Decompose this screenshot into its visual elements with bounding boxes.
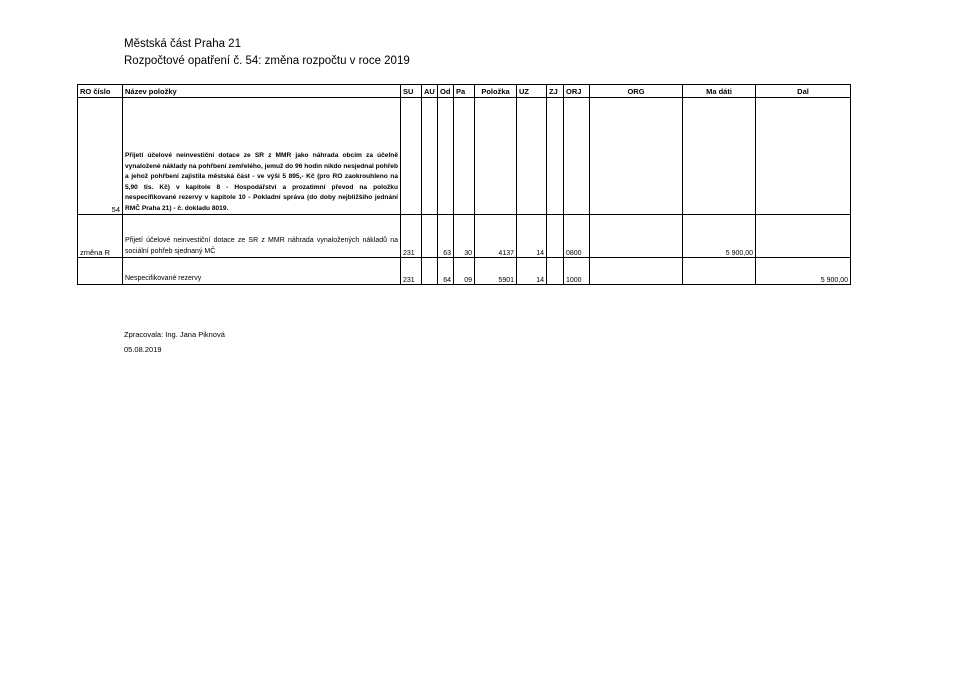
cell-od: 63 bbox=[438, 215, 454, 258]
col-header-ro: RO číslo bbox=[78, 85, 123, 98]
cell-polozka bbox=[475, 98, 517, 215]
col-header-orj: ORJ bbox=[564, 85, 590, 98]
cell-org bbox=[590, 215, 683, 258]
cell-dal bbox=[756, 215, 851, 258]
table-row bbox=[78, 98, 851, 215]
cell-ma-dati bbox=[683, 98, 756, 215]
table-row bbox=[78, 258, 851, 285]
cell-od bbox=[438, 98, 454, 215]
cell-orj bbox=[564, 98, 590, 215]
cell-ro bbox=[78, 258, 123, 285]
table-header-row bbox=[78, 85, 851, 98]
cell-dal: 5 900,00 bbox=[756, 258, 851, 285]
cell-uz bbox=[517, 98, 547, 215]
municipality-title: Městská část Praha 21 bbox=[124, 38, 241, 50]
cell-name: Přijetí účelové neinvestiční dotace ze SR z MMR jako náhrada obcím za účelně vynaložené náklady na pohřbení zemřelého, jemuž do 96 hodin nikdo nesjednal pohřeb a jehož pohřbení zajistila městská část - ve výši 5 895,- Kč (pro RO zaokrouhleno na 5,90 tis. Kč) v kapitole 8 - Hospodářství a prozatimní převod na položku nespecifikované rezervy v kapitole 10 - Pokladní správa (do doby nejbližšího jednání RMČ Praha 21) - č. dokladu 8019. bbox=[123, 98, 401, 215]
col-header-au: AU bbox=[422, 85, 438, 98]
table-row bbox=[78, 215, 851, 258]
cell-ro: 54 bbox=[78, 98, 123, 215]
cell-su: 231 bbox=[401, 258, 422, 285]
cell-org bbox=[590, 98, 683, 215]
cell-org bbox=[590, 258, 683, 285]
col-header-polozka: Položka bbox=[475, 85, 517, 98]
cell-zj bbox=[547, 258, 564, 285]
cell-polozka: 4137 bbox=[475, 215, 517, 258]
cell-pa: 30 bbox=[454, 215, 475, 258]
cell-dal bbox=[756, 98, 851, 215]
col-header-pa: Pa bbox=[454, 85, 475, 98]
col-header-su: SU bbox=[401, 85, 422, 98]
cell-orj: 1000 bbox=[564, 258, 590, 285]
cell-uz: 14 bbox=[517, 258, 547, 285]
cell-zj bbox=[547, 98, 564, 215]
cell-polozka: 5901 bbox=[475, 258, 517, 285]
col-header-name: Název položky bbox=[123, 85, 401, 98]
col-header-zj: ZJ bbox=[547, 85, 564, 98]
cell-ma-dati bbox=[683, 258, 756, 285]
budget-table bbox=[77, 84, 851, 285]
document-title: Rozpočtové opatření č. 54: změna rozpočtu v roce 2019 bbox=[124, 55, 410, 67]
col-header-od: Od bbox=[438, 85, 454, 98]
col-header-org: ORG bbox=[590, 85, 683, 98]
cell-su bbox=[401, 98, 422, 215]
cell-pa: 09 bbox=[454, 258, 475, 285]
cell-pa bbox=[454, 98, 475, 215]
cell-name: Nespecifikované rezervy bbox=[123, 258, 401, 285]
col-header-dal: Dal bbox=[756, 85, 851, 98]
col-header-uz: UZ bbox=[517, 85, 547, 98]
cell-zj bbox=[547, 215, 564, 258]
cell-ro: změna R bbox=[78, 215, 123, 258]
cell-od: 64 bbox=[438, 258, 454, 285]
prepared-by: Zpracovala: Ing. Jana Piknová bbox=[124, 330, 225, 339]
cell-au bbox=[422, 215, 438, 258]
cell-ma-dati: 5 900,00 bbox=[683, 215, 756, 258]
document-date: 05.08.2019 bbox=[124, 345, 162, 354]
cell-orj: 0800 bbox=[564, 215, 590, 258]
cell-au bbox=[422, 98, 438, 215]
cell-su: 231 bbox=[401, 215, 422, 258]
col-header-ma-dati: Ma dáti bbox=[683, 85, 756, 98]
cell-uz: 14 bbox=[517, 215, 547, 258]
cell-name: Přijetí účelové neinvestiční dotace ze SR z MMR náhrada vynaložených nákladů na sociální pohřeb sjednaný MČ bbox=[123, 215, 401, 258]
cell-au bbox=[422, 258, 438, 285]
